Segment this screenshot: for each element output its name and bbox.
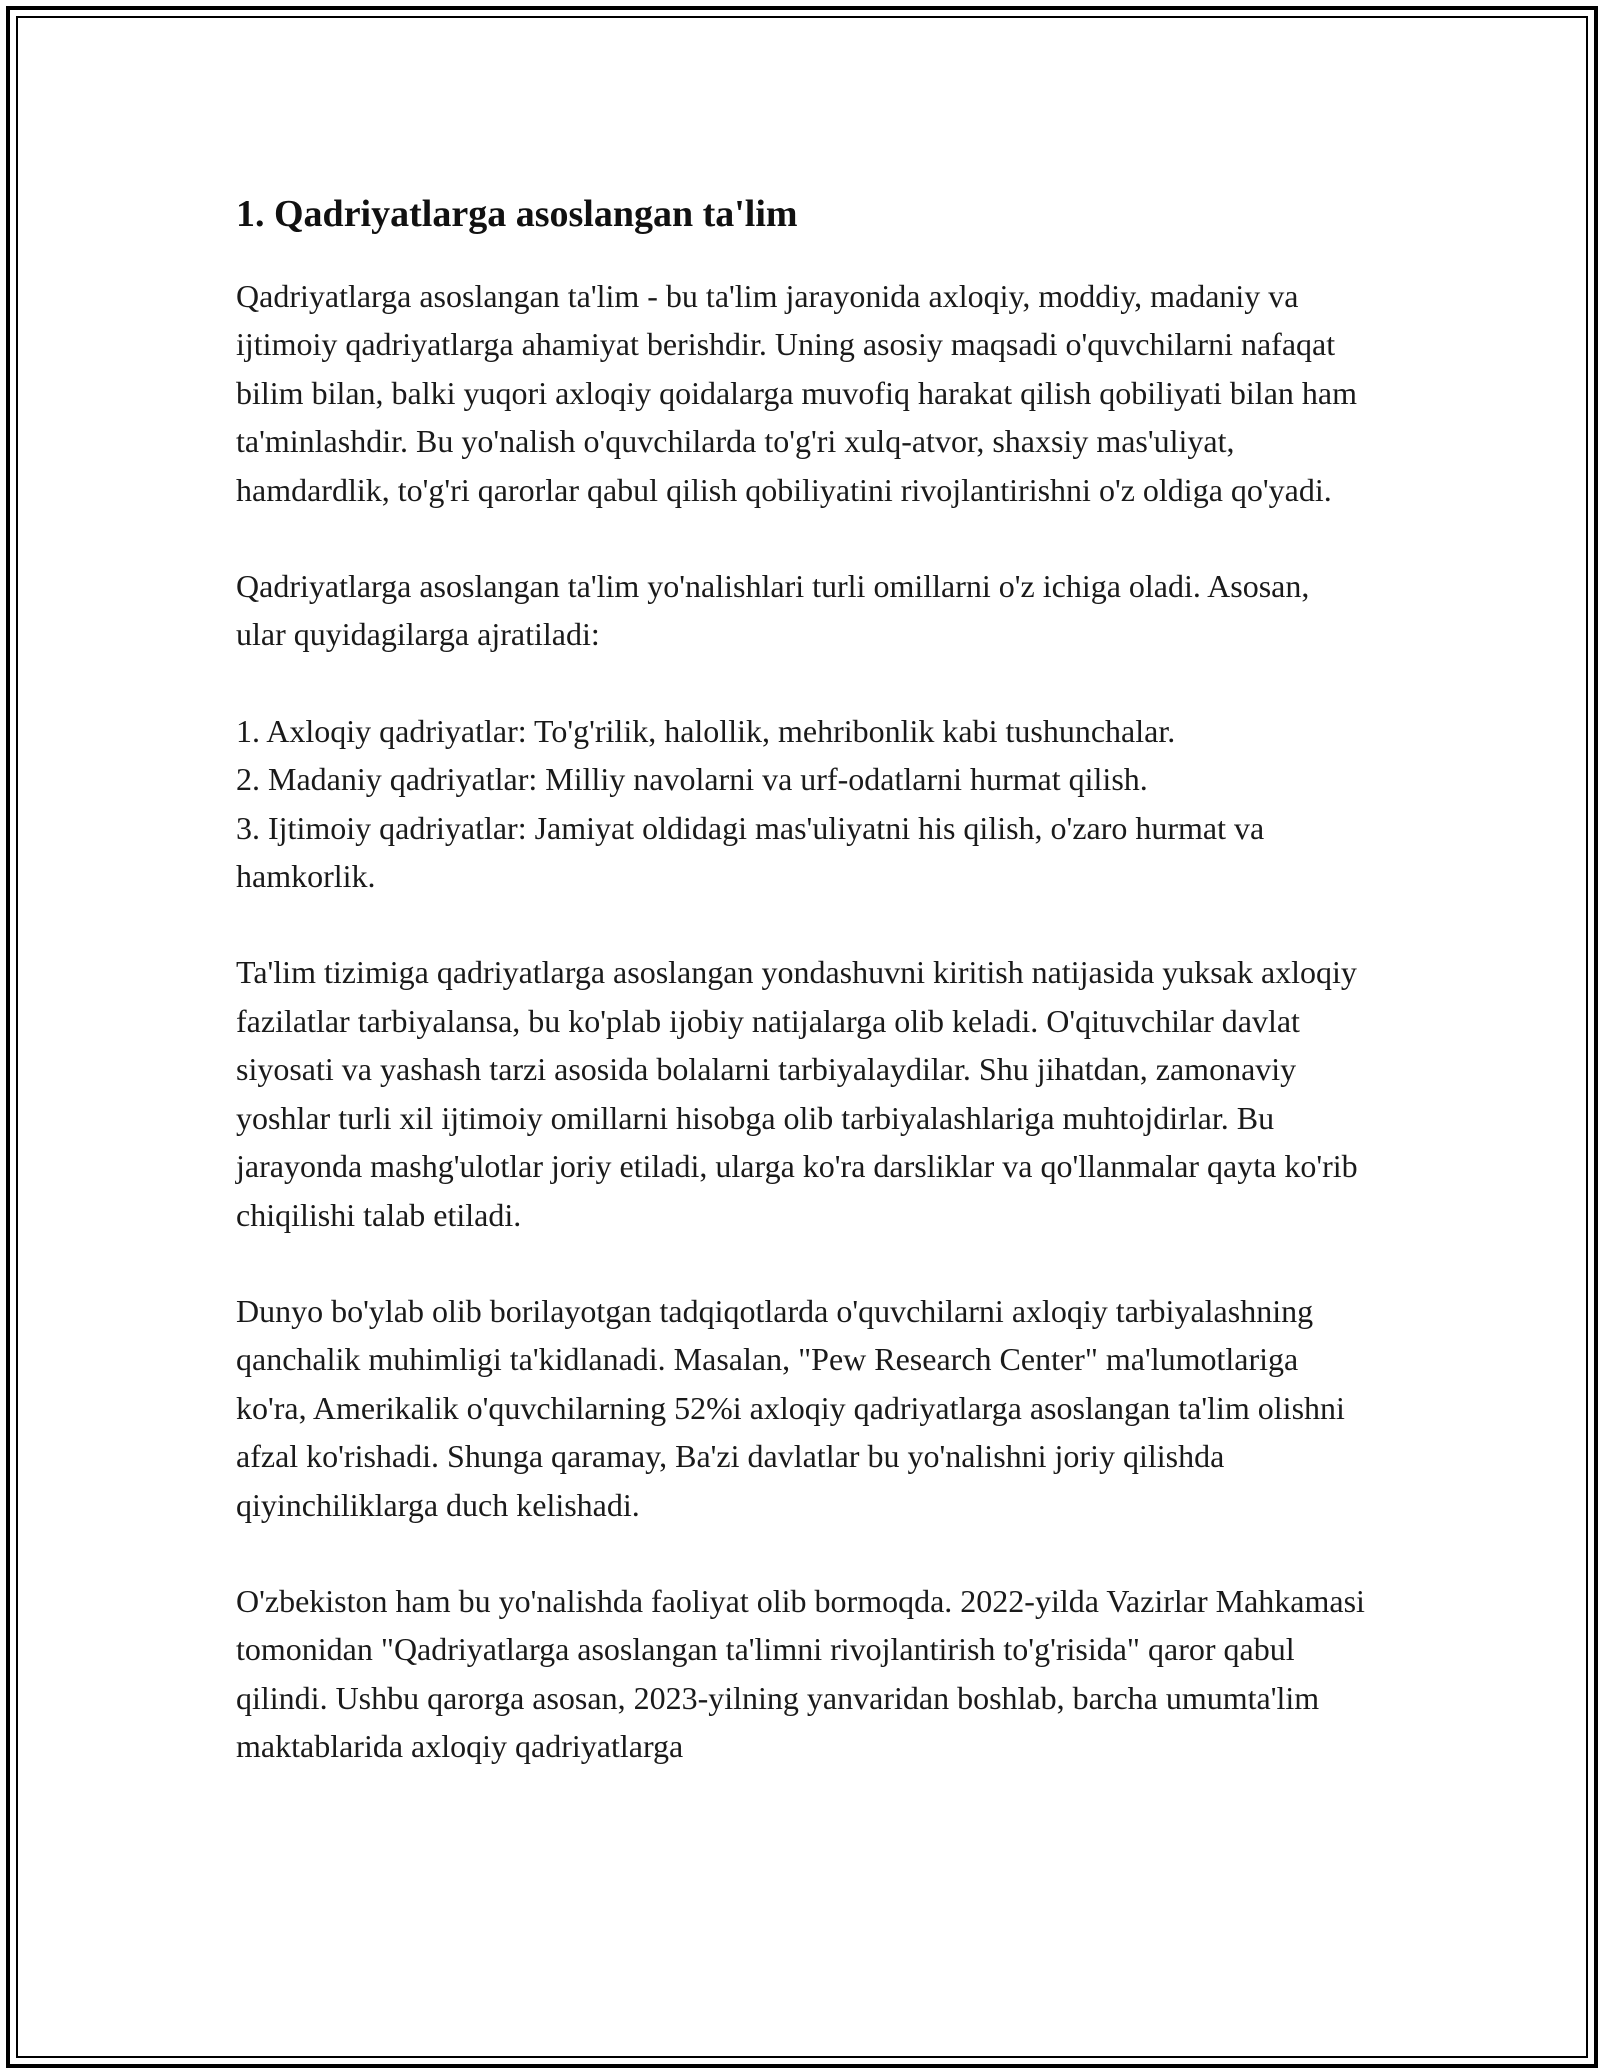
paragraph-education-system: Ta'lim tizimiga qadriyatlarga asoslangan yondashuvni kiritish natijasida yuksak axloqiy fazilatlar tarbiyalansa, bu ko'plab ijobiy natijalarga olib keladi. O'qituvchilar davlat siyosati va yashash tarzi asosida bolalarni tarbiyalaydilar. Shu jihatdan, zamonaviy yoshlar turli xil ijtimoiy omillarni hisobga olib tarbiyalashlariga muhtojdirlar. Bu jarayonda mashg'ulotlar joriy etiladi, ularga ko'ra darsliklar va qo'llanmalar qayta ko'rib chiqilishi talab etiladi. [236, 954, 1358, 1233]
section-heading: 1. Qadriyatlarga asoslangan ta'lim [236, 193, 798, 235]
list-item-cultural-values: 2. Madaniy qadriyatlar: Milliy navolarni va urf-odatlarni hurmat qilish. [236, 761, 1148, 798]
paragraph-world-research: Dunyo bo'ylab olib borilayotgan tadqiqotlarda o'quvchilarni axloqiy tarbiyalashning qanchalik muhimligi ta'kidlanadi. Masalan, "Pew Research Center" ma'lumotlariga ko'ra, Amerikalik o'quvchilarning 52%i axloqiy qadriyatlarga asoslangan ta'lim olishni afzal ko'rishadi. Shunga qaramay, Ba'zi davlatlar bu yo'nalishni joriy qilishda qiyinchiliklarga duch kelishadi. [236, 1292, 1345, 1523]
paragraph-definition: Qadriyatlarga asoslangan ta'lim - bu ta'lim jarayonida axloqiy, moddiy, madaniy va ijtimoiy qadriyatlarga ahamiyat berishdir. Uning asosiy maqsadi o'quvchilarni nafaqat bilim bilan, balki yuqori axloqiy qoidalarga muvofiq harakat qilish qobiliyati bilan ham ta'minlashdir. Bu yo'nalish o'quvchilarda to'g'ri xulq-atvor, shaxsiy mas'uliyat, hamdardlik, to'g'ri qarorlar qabul qilish qobiliyatini rivojlantirishni o'z oldiga qo'yadi. [236, 278, 1357, 508]
list-item-moral-values: 1. Axloqiy qadriyatlar: To'g'rilik, halollik, mehribonlik kabi tushunchalar. [236, 712, 1176, 749]
paragraph-directions-intro: Qadriyatlarga asoslangan ta'lim yo'nalishlari turli omillarni o'z ichiga oladi. Asosan, ular quyidagilarga ajratiladi: [236, 568, 1310, 653]
paragraph-uzbekistan: O'zbekiston ham bu yo'nalishda faoliyat olib bormoqda. 2022-yilda Vazirlar Mahkamasi tomonidan "Qadriyatlarga asoslangan ta'limni rivojlantirish to'g'risida" qaror qabul qilindi. Ushbu qarorga asosan, 2023-yilning yanvaridan boshlab, barcha umumta'lim maktablarida axloqiy qadriyatlarga [236, 1582, 1365, 1765]
document-body [236, 186, 1366, 1819]
list-item-social-values: 3. Ijtimoiy qadriyatlar: Jamiyat oldidagi mas'uliyatni his qilish, o'zaro hurmat va hamkorlik. [236, 809, 1265, 895]
values-list [236, 707, 1366, 901]
